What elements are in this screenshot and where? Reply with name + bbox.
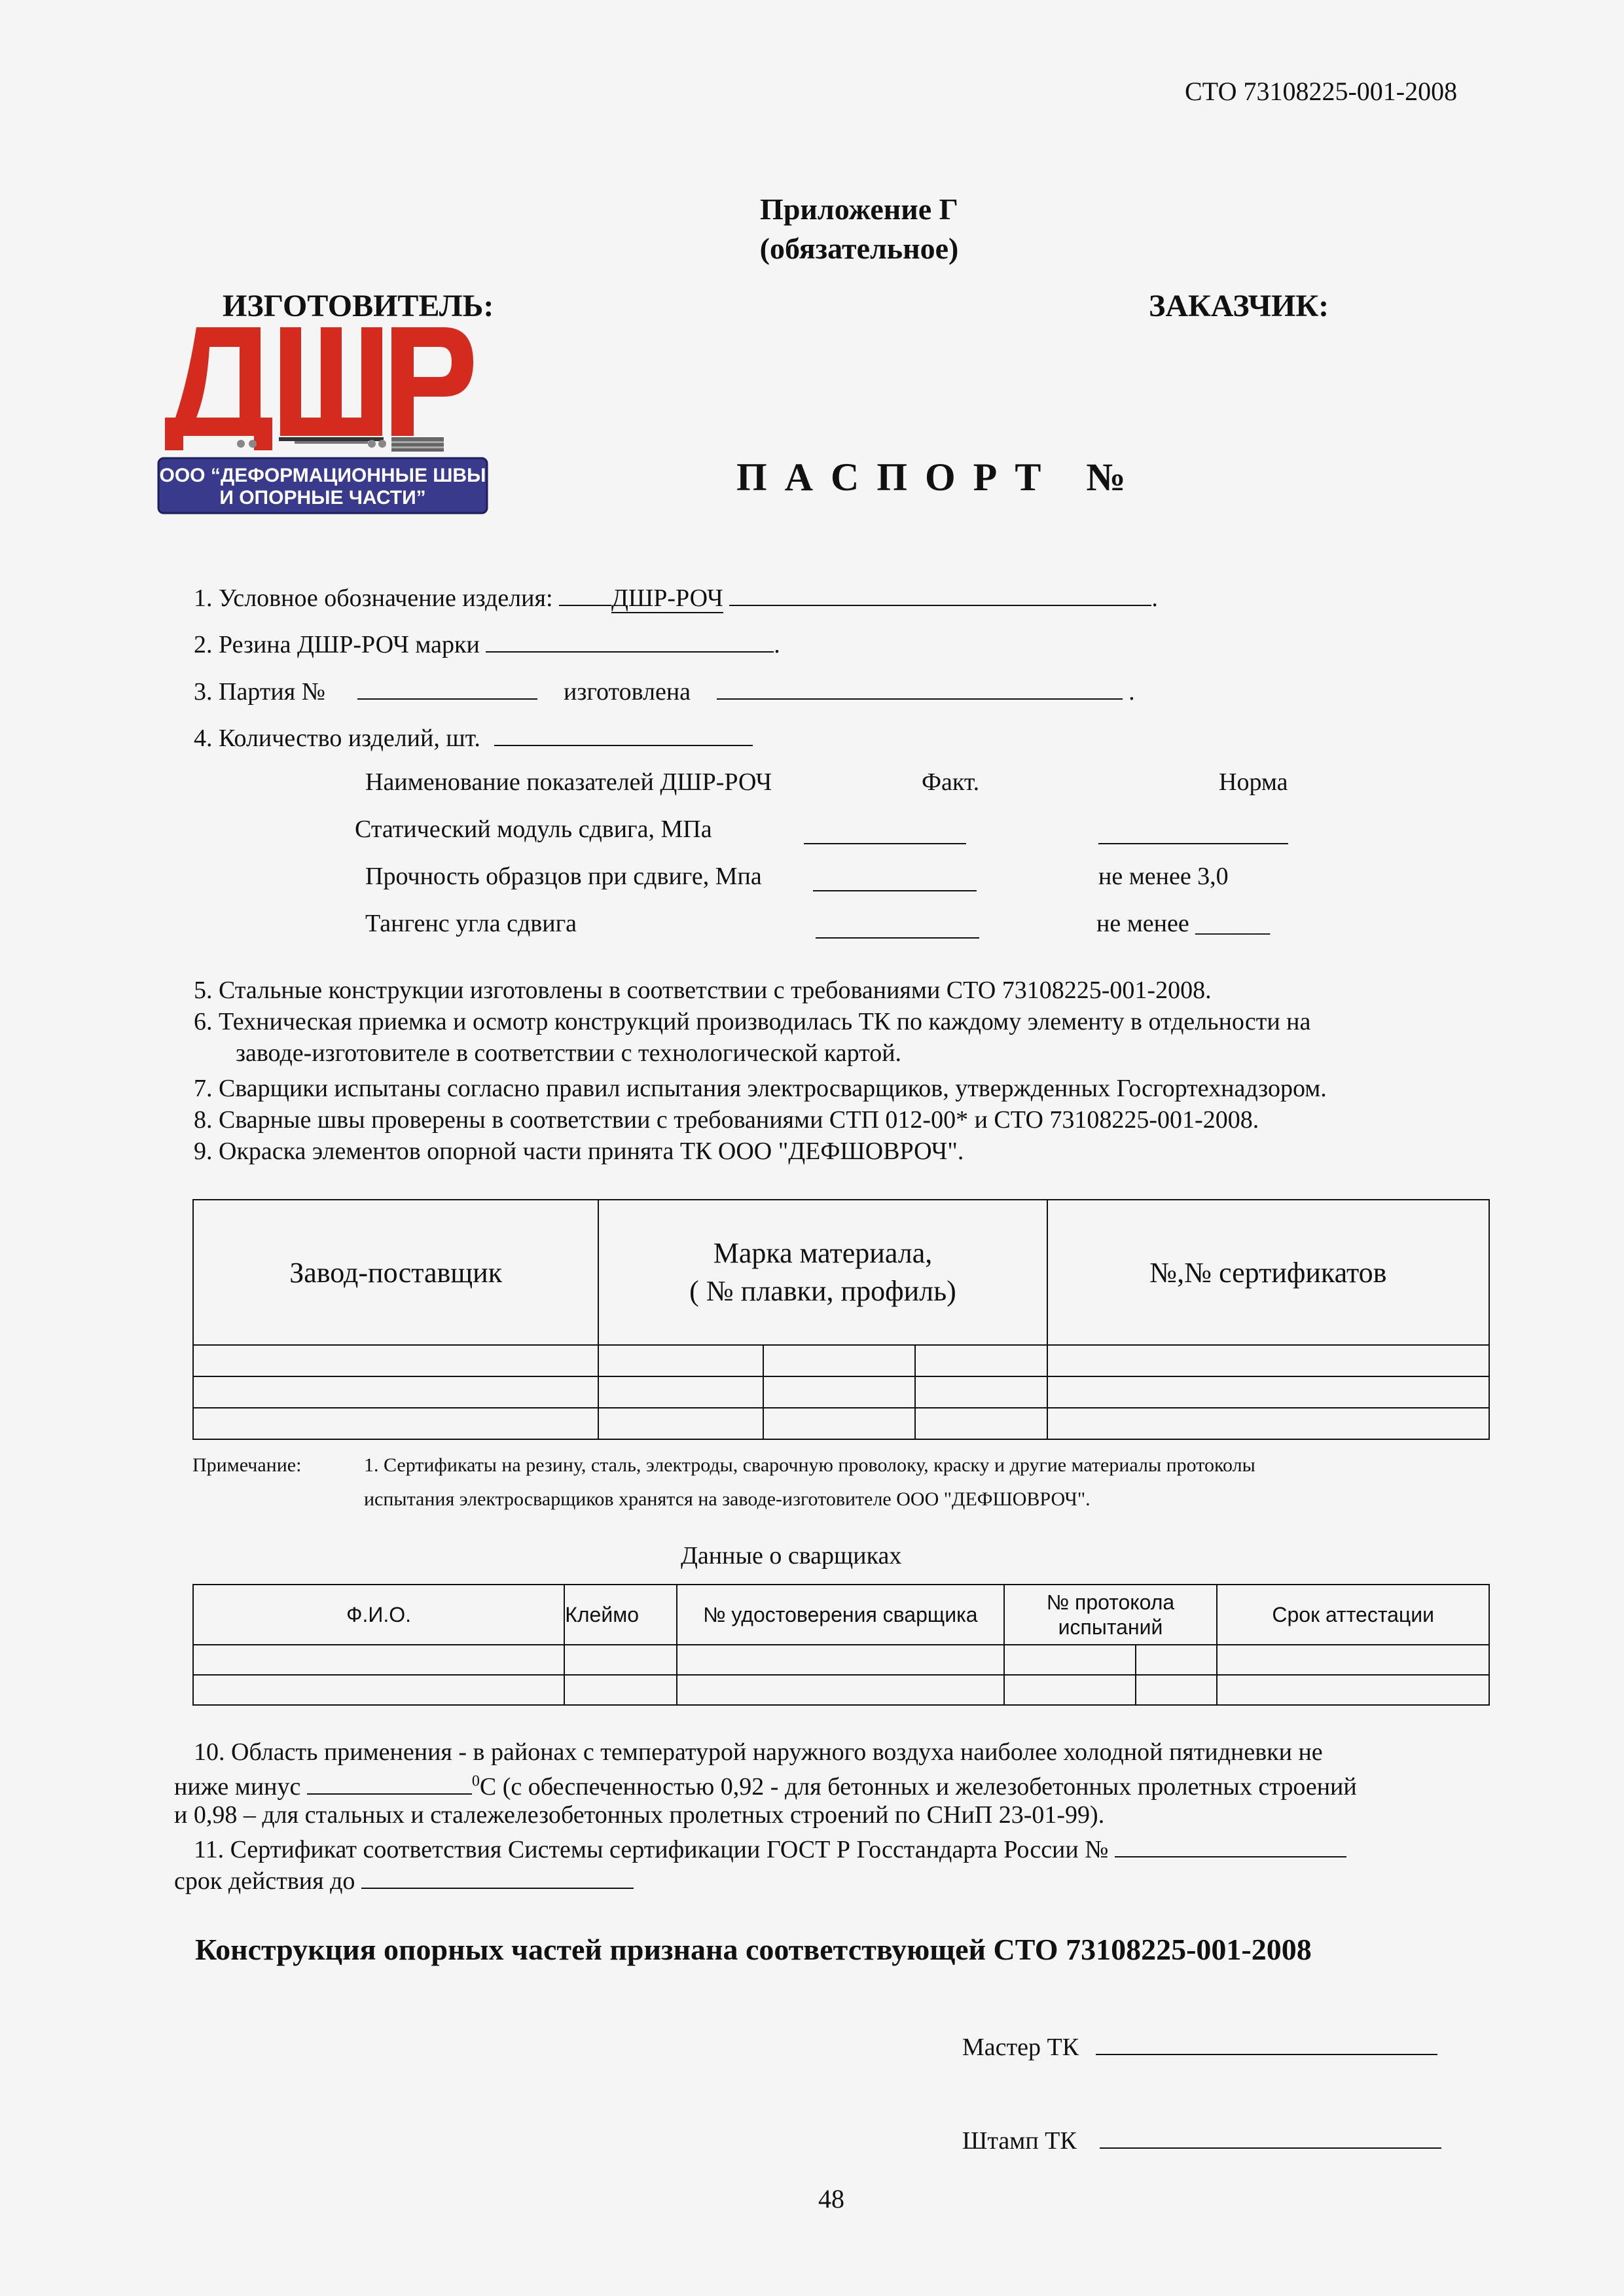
table-cell[interactable]: [1047, 1376, 1489, 1408]
table-row: [193, 1675, 1489, 1705]
item-10-line3: и 0,98 – для стальных и сталежелезобетонных пролетных строений по СНиП 23-01-99).: [174, 1801, 1105, 1829]
conclusion: Конструкция опорных частей признана соответствующей СТО 73108225-001-2008: [195, 1933, 1312, 1966]
note-line1: 1. Сертификаты на резину, сталь, электроды, сварочную проволоку, краску и другие материалы протоколы: [364, 1454, 1255, 1476]
logo-letters: [165, 327, 473, 450]
item-11-line2: [174, 1863, 634, 1897]
table-cell[interactable]: [598, 1376, 763, 1408]
page-number: 48: [818, 2184, 844, 2214]
signature-master-underline[interactable]: [1096, 2029, 1437, 2055]
indicator-row-norm-underline: [1098, 819, 1288, 844]
indicator-row-fact-underline: [813, 867, 977, 891]
table-cell[interactable]: [677, 1675, 1004, 1705]
welders-col-protocol-line2: испытаний: [1058, 1615, 1163, 1639]
note-line2: испытания электросварщиков хранятся на заводе-изготовителе ООО "ДЕФШОВРОЧ".: [364, 1488, 1091, 1510]
logo-text-line1: ООО “ДЕФОРМАЦИОННЫЕ ШВЫ: [159, 465, 486, 486]
item-10-degree: 0: [471, 1772, 480, 1790]
item-8: 8. Сварные швы проверены в соответствии с требованиями СТП 012-00* и СТО 73108225-001-2008.: [194, 1106, 1259, 1134]
table-cell[interactable]: [1047, 1408, 1489, 1439]
table-cell[interactable]: [915, 1345, 1047, 1376]
table-cell[interactable]: [193, 1645, 564, 1675]
table-cell[interactable]: [763, 1345, 915, 1376]
item-9: 9. Окраска элементов опорной части принята ТК ООО "ДЕФШОВРОЧ".: [194, 1138, 964, 1165]
indicator-row-name: Тангенс угла сдвига: [365, 910, 577, 937]
document-code: СТО 73108225-001-2008: [1185, 77, 1458, 106]
field-4-underline: [494, 720, 753, 746]
signature-master: [962, 2029, 1437, 2064]
indicator-row-fact-underline: [816, 914, 979, 939]
table-cell[interactable]: [915, 1376, 1047, 1408]
table-cell[interactable]: [193, 1345, 598, 1376]
table-cell[interactable]: [193, 1408, 598, 1439]
appendix-title: Приложение Г: [760, 192, 958, 226]
item-10-line2: [174, 1768, 1357, 1803]
table-cell[interactable]: [1047, 1345, 1489, 1376]
item-11-label: 11. Сертификат соответствия Системы сертификации ГОСТ Р Госстандарта России №: [194, 1836, 1109, 1863]
table-cell[interactable]: [1217, 1645, 1489, 1675]
signature-master-label: Мастер ТК: [962, 2034, 1079, 2061]
item-6-continued: заводе-изготовителе в соответствии с технологической картой.: [236, 1039, 902, 1067]
materials-col-grade: [598, 1200, 1047, 1345]
field-1-underline-pre: [559, 580, 611, 606]
indicator-row-fact-underline: [804, 819, 966, 844]
field-1-label: 1. Условное обозначение изделия:: [194, 584, 553, 612]
materials-header-row: [193, 1200, 1489, 1345]
item-5: 5. Стальные конструкции изготовлены в соответствии с требованиями СТО 73108225-001-2008.: [194, 977, 1212, 1004]
item-11-validity-label: срок действия до: [174, 1867, 355, 1895]
welders-col-protocol: [1004, 1585, 1218, 1645]
item-11-line1: [194, 1831, 1346, 1866]
materials-table: [192, 1199, 1490, 1440]
field-1-underline: [729, 580, 1151, 606]
signature-stamp: [962, 2123, 1441, 2157]
item-11-cert-underline: [1115, 1831, 1346, 1857]
table-cell[interactable]: [677, 1645, 1004, 1675]
customer-label: ЗАКАЗЧИК:: [1149, 289, 1329, 323]
welders-header-row: [193, 1585, 1489, 1645]
table-cell[interactable]: [1004, 1645, 1136, 1675]
materials-col-grade-line2: ( № плавки, профиль): [689, 1275, 956, 1307]
field-3-batch-underline: [357, 673, 537, 700]
table-cell[interactable]: [1136, 1645, 1217, 1675]
welders-col-stamp: Клеймо: [564, 1585, 677, 1645]
field-1-value: ДШР-РОЧ: [611, 584, 723, 612]
welders-col-protocol-line1: № протокола: [1046, 1590, 1175, 1614]
materials-col-supplier: Завод-поставщик: [193, 1200, 598, 1345]
item-7: 7. Сварщики испытаны согласно правил испытания электросварщиков, утвержденных Госгортехнадзором.: [194, 1075, 1327, 1102]
welders-col-term: Срок аттестации: [1217, 1585, 1489, 1645]
indicators-header-fact: Факт.: [922, 768, 980, 796]
field-3-made-label: изготовлена: [563, 678, 691, 706]
field-3: 3. Партия № изготовлена .: [194, 673, 1135, 708]
signature-stamp-underline[interactable]: [1100, 2123, 1441, 2149]
note-label: Примечание:: [192, 1454, 302, 1476]
item-10-line1: 10. Область применения - в районах с температурой наружного воздуха наиболее холодной пятидневки не: [194, 1738, 1323, 1766]
field-4-label: 4. Количество изделий, шт.: [194, 725, 480, 752]
welders-table: [192, 1584, 1490, 1706]
item-11-validity-underline: [361, 1863, 634, 1889]
appendix-subtitle: (обязательное): [759, 232, 959, 265]
field-2-label: 2. Резина ДШР-РОЧ марки: [194, 631, 480, 658]
field-1: 1. Условное обозначение изделия: ДШР-РОЧ .: [194, 580, 1158, 615]
item-10-below-label: ниже минус: [174, 1773, 301, 1801]
table-cell[interactable]: [1217, 1675, 1489, 1705]
table-cell[interactable]: [598, 1408, 763, 1439]
table-row: [193, 1376, 1489, 1408]
table-cell[interactable]: [564, 1645, 677, 1675]
passport-title: П А С П О Р Т №: [736, 456, 1130, 499]
logo-text-line2: И ОПОРНЫЕ ЧАСТИ”: [219, 487, 426, 509]
company-logo: [156, 319, 490, 516]
table-row: [193, 1645, 1489, 1675]
indicator-row-name: Прочность образцов при сдвиге, Мпа: [365, 863, 762, 890]
table-cell[interactable]: [1004, 1675, 1136, 1705]
field-2-underline: [486, 626, 774, 653]
indicators-header-name: Наименование показателей ДШР-РОЧ: [365, 768, 772, 796]
welders-col-cert: № удостоверения сварщика: [677, 1585, 1004, 1645]
indicators-header-norm: Норма: [1219, 768, 1288, 796]
field-4: [194, 720, 753, 755]
welders-col-fio: Ф.И.О.: [193, 1585, 564, 1645]
table-cell[interactable]: [193, 1376, 598, 1408]
field-3-date-underline: [717, 673, 1123, 700]
welders-title: Данные о сварщиках: [681, 1542, 902, 1570]
item-10-line2-rest: С (с обеспеченностью 0,92 - для бетонных и железобетонных пролетных строений: [479, 1773, 1357, 1801]
indicator-row-norm: не менее 3,0: [1098, 863, 1229, 890]
indicator-row-norm: не менее ______: [1096, 910, 1271, 937]
table-cell[interactable]: [763, 1376, 915, 1408]
table-cell[interactable]: [193, 1675, 564, 1705]
materials-col-certificates: №,№ сертификатов: [1047, 1200, 1489, 1345]
table-cell[interactable]: [763, 1408, 915, 1439]
table-cell[interactable]: [1136, 1675, 1217, 1705]
table-row: [193, 1345, 1489, 1376]
table-cell[interactable]: [915, 1408, 1047, 1439]
table-row: [193, 1408, 1489, 1439]
table-cell[interactable]: [564, 1675, 677, 1705]
table-cell[interactable]: [598, 1345, 763, 1376]
item-10-temperature-underline: [307, 1768, 472, 1795]
field-3-label: 3. Партия №: [194, 678, 325, 706]
indicator-row-name: Статический модуль сдвига, МПа: [355, 816, 712, 843]
materials-col-grade-line1: Марка материала,: [713, 1237, 933, 1269]
item-6: 6. Техническая приемка и осмотр конструкций производилась ТК по каждому элементу в отдельности на: [194, 1008, 1311, 1035]
field-2: 2. Резина ДШР-РОЧ марки .: [194, 626, 780, 661]
manufacturer-label: ИЗГОТОВИТЕЛЬ:: [223, 289, 494, 323]
signature-stamp-label: Штамп ТК: [962, 2127, 1077, 2155]
